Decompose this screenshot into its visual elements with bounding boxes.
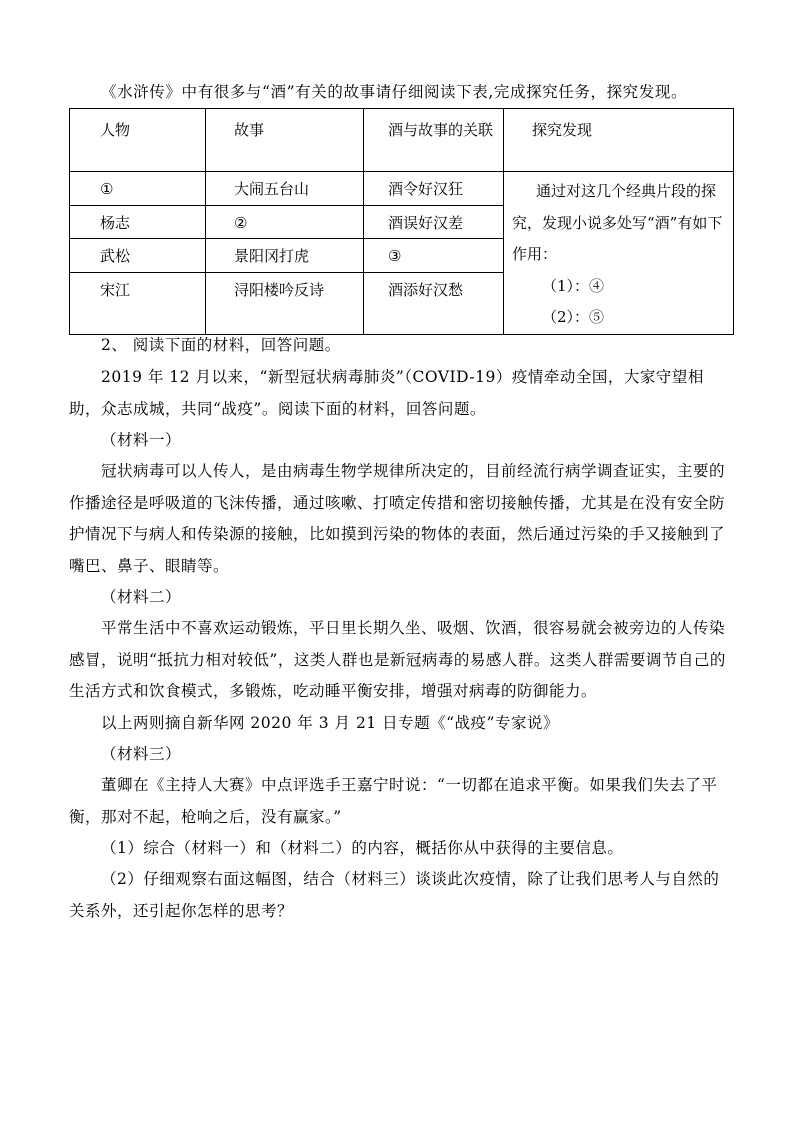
header-story: 故事 <box>234 121 265 139</box>
cell-character: 武松 <box>100 247 131 266</box>
table-row <box>70 172 734 206</box>
cell-story: ② <box>234 213 248 232</box>
question2-heading: 2、 阅读下面的材料，回答问题。 <box>101 336 341 354</box>
question2-intro: 2019 年 12 月以来，“新型冠状病毒肺炎”（COVID-19）疫情牵动全国，大家守望相助，众志成城，共同“战疫”。阅读下面的材料，回答问题。 <box>69 368 704 418</box>
discovery-cell <box>504 172 733 334</box>
table-intro: 《水浒传》中有很多与“酒”有关的故事请仔细阅读下表,完成探究任务，探究发现。 <box>101 83 688 101</box>
header-relation: 酒与故事的关联 <box>388 121 494 139</box>
header-discovery: 探究发现 <box>532 121 593 139</box>
cell-relation: 酒添好汉愁 <box>388 280 464 299</box>
cell-relation: 酒误好汉差 <box>388 213 464 232</box>
cell-relation: 酒令好汉狂 <box>388 180 464 198</box>
cell-character: 杨志 <box>100 213 131 232</box>
cell-story: 浔阳楼吟反诗 <box>234 280 325 299</box>
inquiry-table <box>69 108 734 335</box>
cell-story: 大闹五台山 <box>234 180 310 198</box>
material1-text: 冠状病毒可以人传人，是由病毒生物学规律所决定的，目前经流行病学调查证实，主要的作播途径是呼吸道的飞沫传播，通过咳嗽、打喷定传措和密切接触传播，尤其是在没有安全防护情况下与病人和传染源的接触，比如摸到污染的物体的表面，然后通过污染的手又接触到了嘴巴、鼻子、眼睛等。 <box>69 462 726 575</box>
material3-label: （材料三） <box>101 745 182 763</box>
discovery-item-2: （2）：⑤ <box>542 308 605 326</box>
source-note: 以上两则摘自新华网 2020 年 3 月 21 日专题《“战疫”专家说》 <box>101 714 559 732</box>
subquestion-2: （2）仔细观察右面这幅图，结合（材料三）谈谈此次疫情，除了让我们思考人与自然的关系外，还引起你怎样的思考？ <box>69 870 720 920</box>
material1-label: （材料一） <box>101 431 182 449</box>
subquestion-1: （1）综合（材料一）和（材料二）的内容，概括你从中获得的主要信息。 <box>101 839 624 857</box>
cell-character: 宋江 <box>100 280 131 299</box>
material3-text: 董卿在《主持人大赛》中点评选手王嘉宁时说：“一切都在追求平衡。如果我们失去了平衡，那对不起，枪响之后，没有赢家。” <box>69 776 718 826</box>
cell-character: ① <box>100 180 114 198</box>
header-character: 人物 <box>100 121 131 139</box>
cell-story: 景阳冈打虎 <box>234 247 310 266</box>
discovery-item-1: （1）：④ <box>542 276 605 295</box>
material2-text: 平常生活中不喜欢运动锻炼，平日里长期久坐、吸烟、饮酒，很容易就会被旁边的人传染感冒，说明“抵抗力相对较低”，这类人群也是新冠病毒的易感人群。这类人群需要调节自己的生活方式和饮食模式，多锻炼，吃动睡平衡安排，增强对病毒的防御能力。 <box>69 619 726 700</box>
material2-label: （材料二） <box>101 588 182 606</box>
cell-relation: ③ <box>388 247 402 266</box>
discovery-text: 通过对这几个经典片段的探究，发现小说多处写“酒”有如下作用： <box>512 182 723 263</box>
table-header-row <box>70 109 734 172</box>
